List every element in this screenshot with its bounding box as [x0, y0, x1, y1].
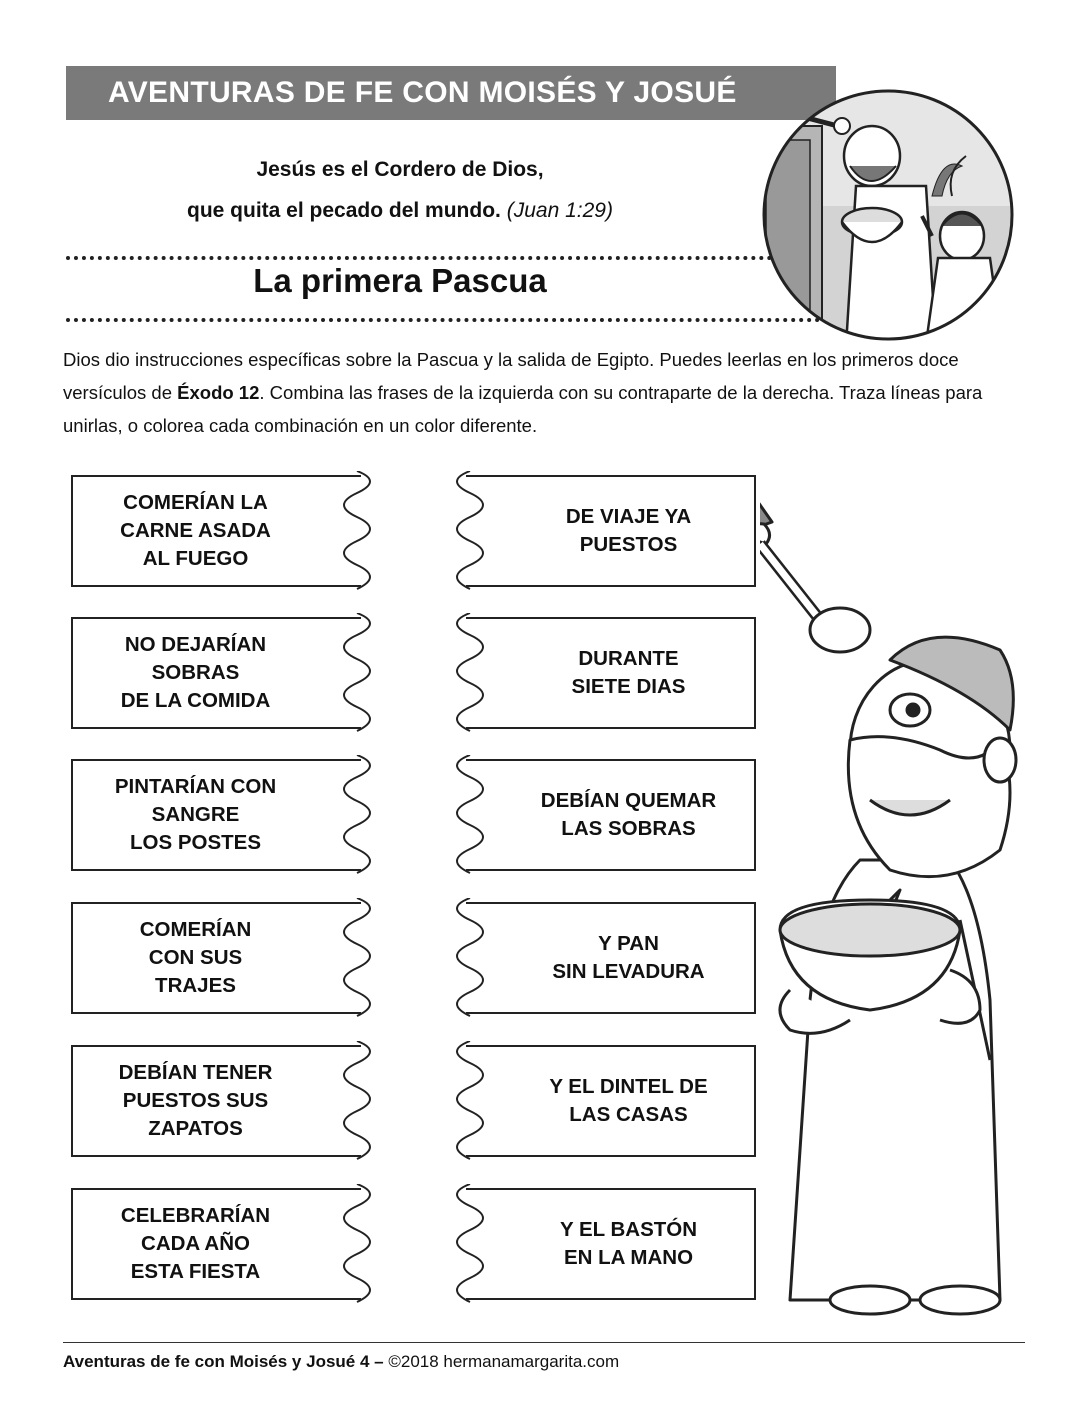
left-phrase-text: DEBÍAN TENER PUESTOS SUS ZAPATOS	[118, 1061, 273, 1140]
banner-title: AVENTURAS DE FE CON MOISÉS Y JOSUÉ	[108, 76, 737, 109]
wavy-edge-icon	[337, 755, 383, 879]
right-phrase-card[interactable]	[466, 1188, 756, 1300]
dotted-divider-top	[66, 256, 836, 260]
wavy-edge-icon	[444, 1184, 490, 1308]
illustration-man-with-brush-and-bowl-icon	[760, 500, 1060, 1320]
wavy-edge-icon	[444, 1041, 490, 1165]
verse-line-2	[120, 199, 680, 223]
right-phrase-text: DE VIAJE YA PUESTOS	[565, 505, 692, 556]
right-phrase-card[interactable]	[466, 902, 756, 1014]
left-phrase-text: CELEBRARÍAN CADA AÑO ESTA FIESTA	[120, 1204, 271, 1283]
title-banner	[66, 66, 836, 120]
wavy-edge-icon	[337, 613, 383, 737]
verse-line-1: Jesús es el Cordero de Dios,	[256, 158, 544, 181]
instructions-text-2: . Combina las frases de la izquierda con su contraparte de la derecha. Traza líneas para unirlas, o colorea cada combinación en un color diferente.	[63, 382, 983, 436]
left-phrase-card[interactable]	[71, 1045, 361, 1157]
page-footer	[63, 1352, 619, 1372]
instructions-paragraph	[63, 343, 983, 442]
left-phrase-card[interactable]	[71, 1188, 361, 1300]
verse-text: que quita el pecado del mundo.	[187, 199, 501, 222]
illustration-painting-doorpost-icon	[752, 86, 1024, 344]
right-phrase-text: DEBÍAN QUEMAR LAS SOBRAS	[540, 789, 717, 840]
wavy-edge-icon	[444, 898, 490, 1022]
verse-reference: (Juan 1:29)	[506, 199, 613, 222]
dotted-divider-bottom	[66, 318, 836, 322]
left-phrase-text: COMERÍAN CON SUS TRAJES	[139, 918, 252, 997]
left-phrase-text: PINTARÍAN CON SANGRE LOS POSTES	[114, 775, 277, 854]
right-phrase-text: Y EL DINTEL DE LAS CASAS	[549, 1075, 708, 1126]
instructions-text-1: Dios dio instrucciones específicas sobre la Pascua y la salida de Egipto. Puedes leerlas en los primeros doce versículos de	[63, 349, 959, 403]
wavy-edge-icon	[337, 1184, 383, 1308]
wavy-edge-icon	[444, 755, 490, 879]
right-phrase-text: DURANTE SIETE DIAS	[571, 647, 686, 698]
left-phrase-card[interactable]	[71, 902, 361, 1014]
left-phrase-text: NO DEJARÍAN SOBRAS DE LA COMIDA	[120, 633, 271, 712]
right-phrase-text: Y PAN SIN LEVADURA	[552, 932, 705, 983]
wavy-edge-icon	[444, 471, 490, 595]
right-phrase-card[interactable]	[466, 617, 756, 729]
right-phrase-card[interactable]	[466, 475, 756, 587]
instructions-bold-reference: Éxodo 12	[177, 382, 260, 403]
footer-divider	[63, 1342, 1025, 1343]
wavy-edge-icon	[337, 471, 383, 595]
left-phrase-card[interactable]	[71, 759, 361, 871]
right-phrase-card[interactable]	[466, 759, 756, 871]
lesson-title: La primera Pascua	[253, 262, 547, 299]
wavy-edge-icon	[444, 613, 490, 737]
right-phrase-card[interactable]	[466, 1045, 756, 1157]
left-phrase-text: COMERÍAN LA CARNE ASADA AL FUEGO	[120, 491, 271, 570]
left-phrase-card[interactable]	[71, 617, 361, 729]
footer-copyright: ©2018 hermanamargarita.com	[383, 1352, 620, 1371]
wavy-edge-icon	[337, 1041, 383, 1165]
left-phrase-card[interactable]	[71, 475, 361, 587]
right-phrase-text: Y EL BASTÓN EN LA MANO	[559, 1218, 698, 1269]
footer-book-title: Aventuras de fe con Moisés y Josué 4 –	[63, 1352, 384, 1371]
wavy-edge-icon	[337, 898, 383, 1022]
